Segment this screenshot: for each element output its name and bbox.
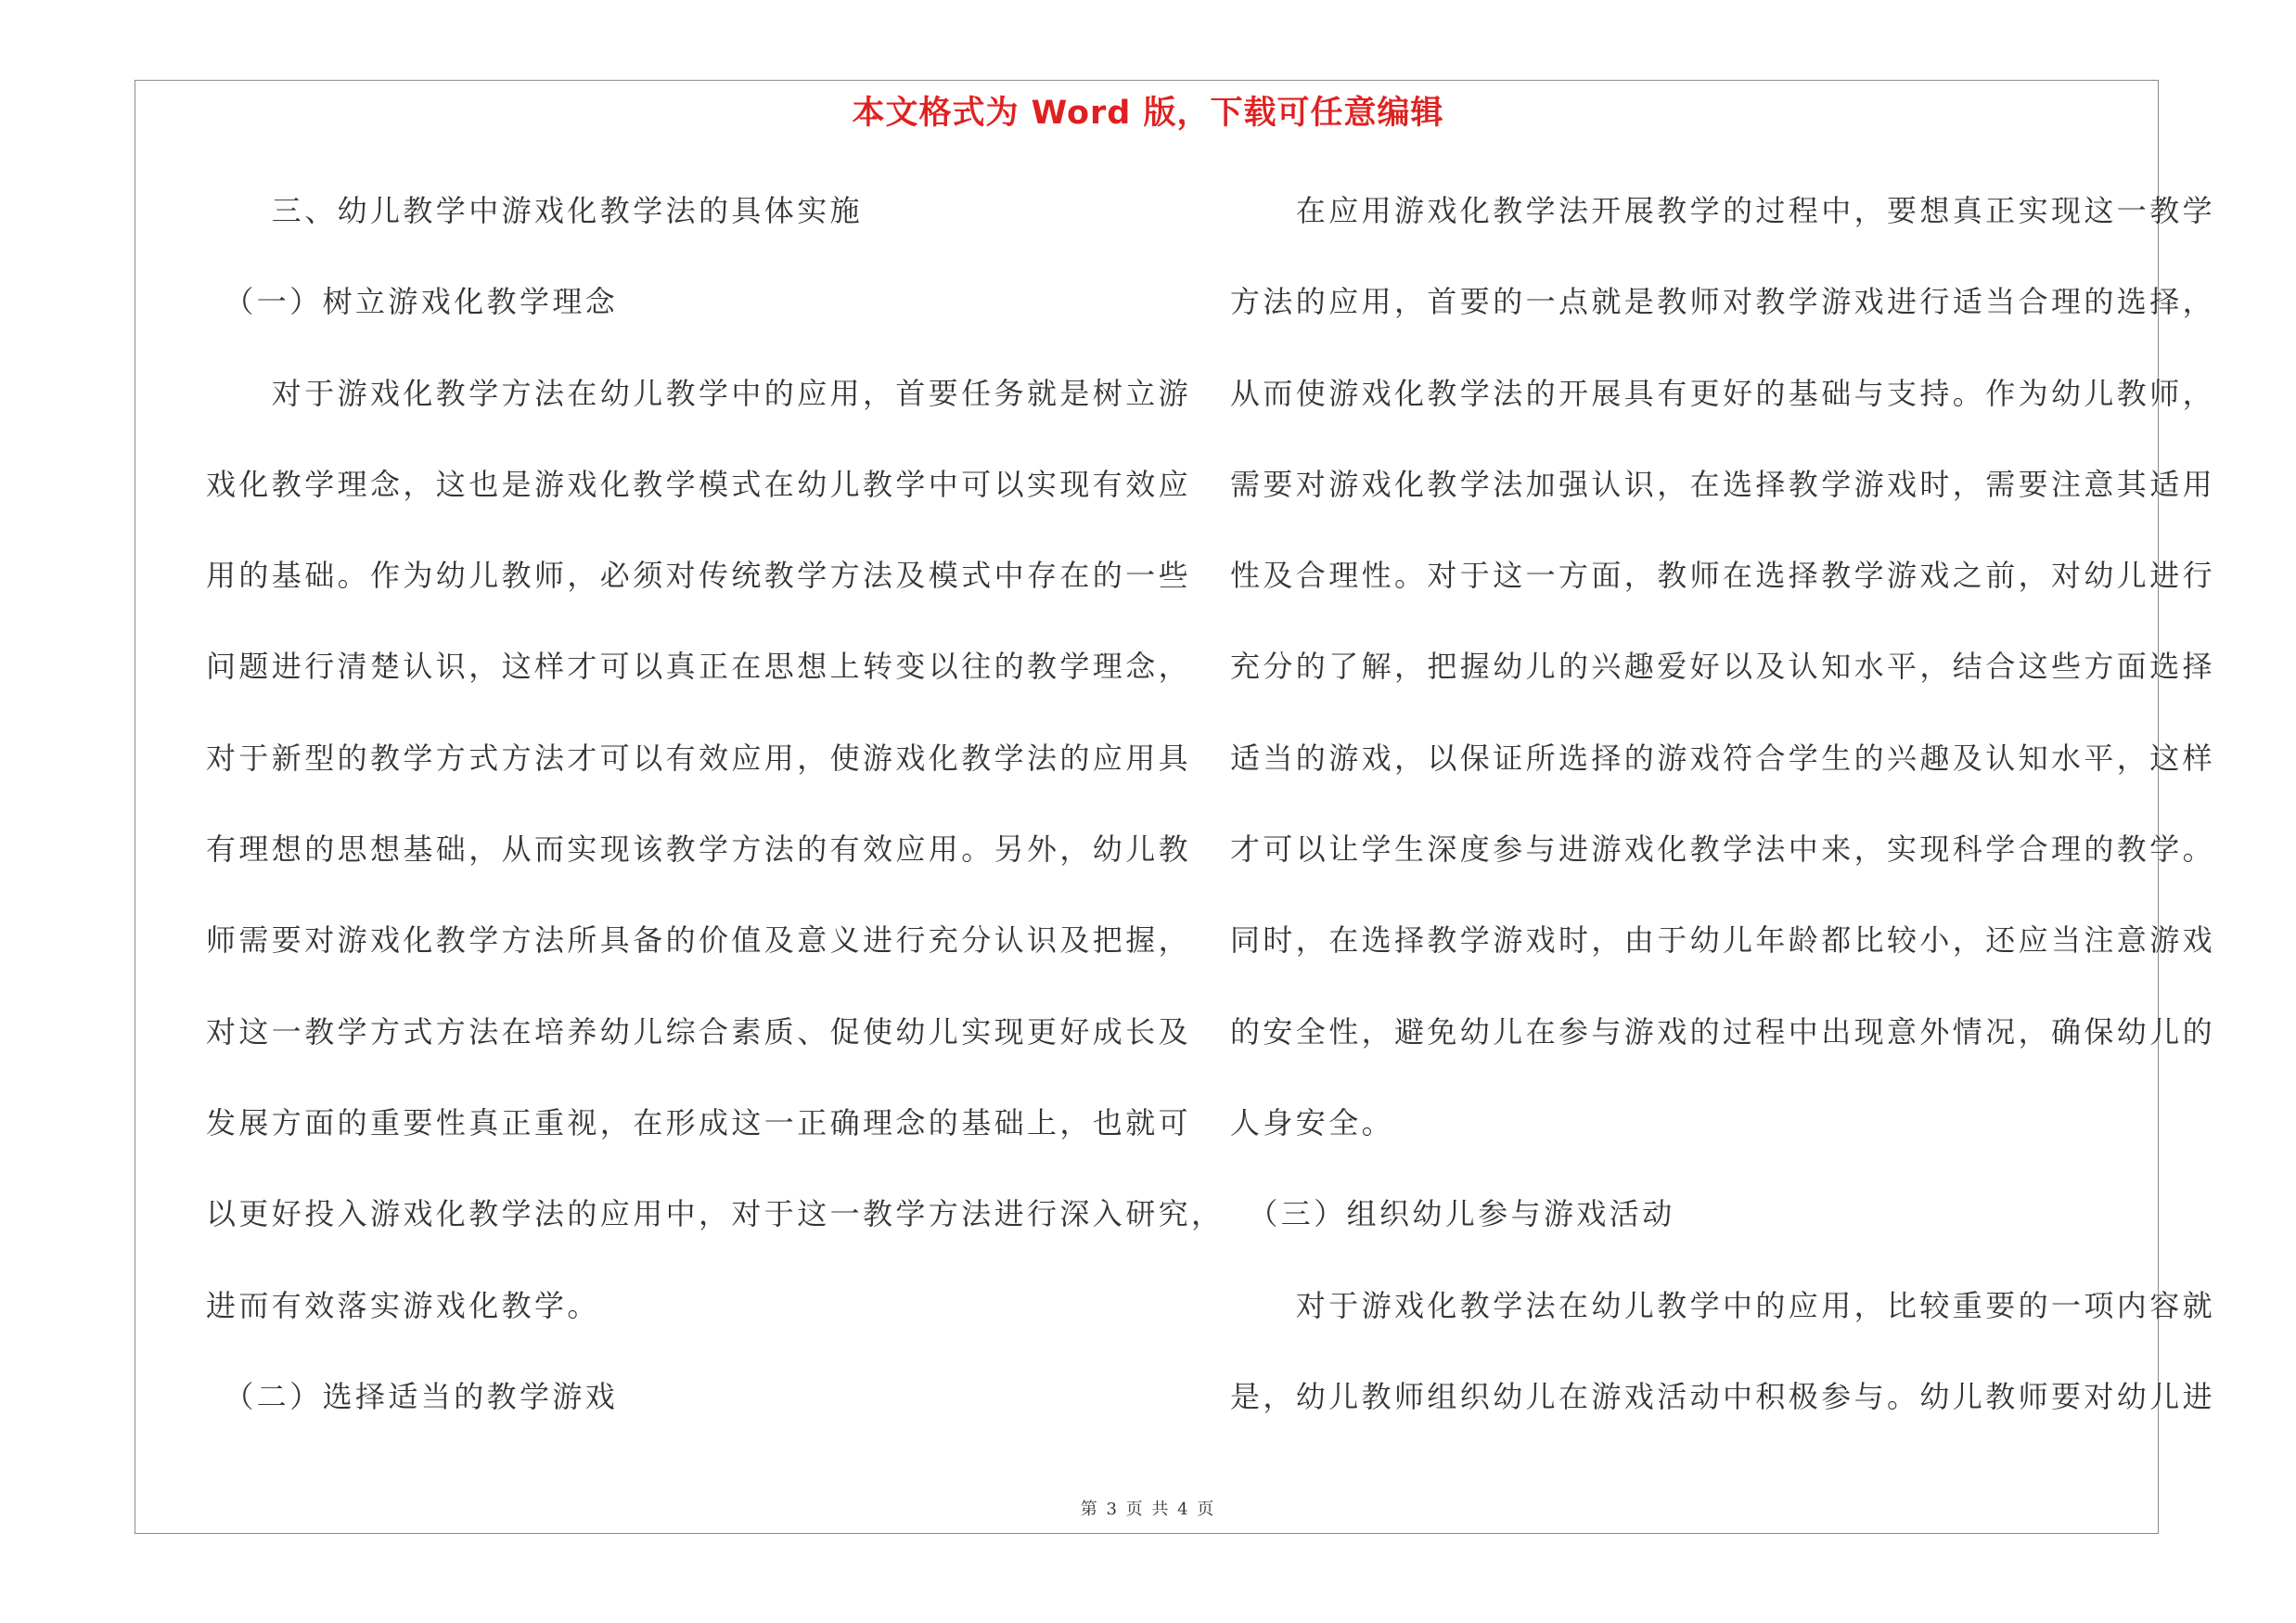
left-column bbox=[206, 183, 1225, 1460]
text-line: 有理想的思想基础，从而实现该教学方法的有效应用。另外，幼儿教 bbox=[206, 831, 1192, 868]
text-line: 发展方面的重要性真正重视，在形成这一正确理念的基础上，也就可 bbox=[206, 1104, 1192, 1140]
text-line: 对于游戏化教学法在幼儿教学中的应用，比较重要的一项内容就 bbox=[1230, 1287, 2216, 1323]
subsection-heading: （一）树立游戏化教学理念 bbox=[206, 284, 619, 320]
text-line: 问题进行清楚认识，这样才可以真正在思想上转变以往的教学理念， bbox=[206, 649, 1192, 685]
text-line: 同时，在选择教学游戏时，由于幼儿年龄都比较小，还应当注意游戏 bbox=[1230, 922, 2216, 959]
text-line: 才可以让学生深度参与进游戏化教学法中来，实现科学合理的教学。 bbox=[1230, 831, 2216, 868]
text-line: 对于游戏化教学方法在幼儿教学中的应用，首要任务就是树立游 bbox=[206, 375, 1192, 411]
word-format-banner: 本文格式为 Word 版，下载可任意编辑 bbox=[852, 95, 1444, 132]
text-line: 师需要对游戏化教学方法所具备的价值及意义进行充分认识及把握， bbox=[206, 922, 1192, 959]
right-column bbox=[1230, 183, 2216, 1460]
text-line: 是，幼儿教师组织幼儿在游戏活动中积极参与。幼儿教师要对幼儿进 bbox=[1230, 1378, 2216, 1414]
page-number-footer: 第 3 页 共 4 页 bbox=[1080, 1500, 1216, 1519]
text-line: 用的基础。作为幼儿教师，必须对传统教学方法及模式中存在的一些 bbox=[206, 558, 1192, 594]
text-line: 适当的游戏，以保证所选择的游戏符合学生的兴趣及认知水平，这样 bbox=[1230, 740, 2216, 776]
text-line: 对这一教学方式方法在培养幼儿综合素质、促使幼儿实现更好成长及 bbox=[206, 1013, 1192, 1050]
text-line: 性及合理性。对于这一方面，教师在选择教学游戏之前，对幼儿进行 bbox=[1230, 558, 2216, 594]
text-line: 充分的了解，把握幼儿的兴趣爱好以及认知水平，结合这些方面选择 bbox=[1230, 649, 2216, 685]
text-line: 在应用游戏化教学法开展教学的过程中，要想真正实现这一教学 bbox=[1230, 193, 2216, 228]
text-line: 需要对游戏化教学法加强认识，在选择教学游戏时，需要注意其适用 bbox=[1230, 466, 2216, 502]
text-line: 的安全性，避免幼儿在参与游戏的过程中出现意外情况，确保幼儿的 bbox=[1230, 1013, 2216, 1050]
text-line: 以更好投入游戏化教学法的应用中，对于这一教学方法进行深入研究， bbox=[206, 1196, 1225, 1232]
text-line: 进而有效落实游戏化教学。 bbox=[206, 1287, 600, 1323]
text-line: 对于新型的教学方式方法才可以有效应用，使游戏化教学法的应用具 bbox=[206, 740, 1192, 776]
section-heading: 三、幼儿教学中游戏化教学法的具体实施 bbox=[206, 193, 864, 228]
text-line: 人身安全。 bbox=[1230, 1104, 1395, 1140]
subsection-heading: （二）选择适当的教学游戏 bbox=[206, 1378, 619, 1414]
text-line: 方法的应用，首要的一点就是教师对教学游戏进行适当合理的选择， bbox=[1230, 284, 2216, 320]
subsection-heading: （三）组织幼儿参与游戏活动 bbox=[1230, 1196, 1675, 1232]
text-line: 戏化教学理念，这也是游戏化教学模式在幼儿教学中可以实现有效应 bbox=[206, 466, 1192, 502]
text-line: 从而使游戏化教学法的开展具有更好的基础与支持。作为幼儿教师， bbox=[1230, 375, 2216, 411]
